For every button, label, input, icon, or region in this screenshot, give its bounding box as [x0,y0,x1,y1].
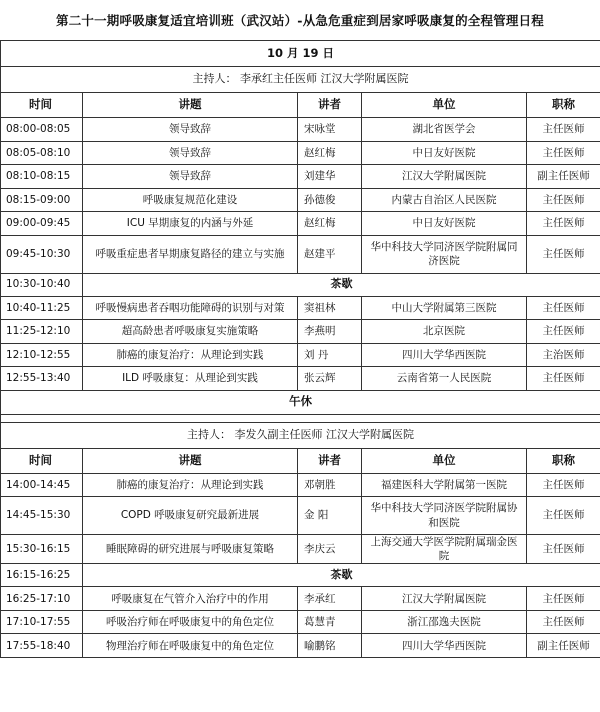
row-time: 10:40-11:25 [1,296,83,320]
row-topic: 呼吸康复规范化建设 [83,188,298,212]
row-unit: 中日友好医院 [362,141,527,165]
row-unit: 福建医科大学附属第一医院 [362,473,527,497]
table-row [1,473,600,497]
tea-break-row [1,273,600,296]
row-topic: 睡眠障碍的研究进展与呼吸康复策略 [83,535,298,564]
row-unit: 湖北省医学会 [362,118,527,142]
header-time: 时间 [1,448,83,473]
row-time: 12:10-12:55 [1,343,83,367]
row-speaker: 赵红梅 [298,212,362,236]
header-speaker: 讲者 [298,448,362,473]
schedule-table [0,40,600,658]
table-row [1,634,600,658]
row-time: 08:05-08:10 [1,141,83,165]
break-label: 茶歇 [83,564,600,587]
row-rank: 主任医师 [527,610,600,634]
table-row [1,118,600,142]
table-row [1,188,600,212]
row-unit: 内蒙古自治区人民医院 [362,188,527,212]
afternoon-host: 主持人： 李发久副主任医师 江汉大学附属医院 [1,422,600,448]
row-rank: 主任医师 [527,497,600,535]
row-topic: 呼吸重症患者早期康复路径的建立与实施 [83,235,298,273]
row-unit: 中山大学附属第三医院 [362,296,527,320]
row-topic: ILD 呼吸康复：从理论到实践 [83,367,298,391]
row-speaker: 李承红 [298,587,362,611]
row-rank: 主任医师 [527,235,600,273]
afternoon-host-row [1,422,600,448]
row-speaker: 邓朝胜 [298,473,362,497]
row-unit: 上海交通大学医学院附属瑞金医院 [362,535,527,564]
row-time: 12:55-13:40 [1,367,83,391]
row-speaker: 金 阳 [298,497,362,535]
table-row [1,212,600,236]
row-topic: 领导致辞 [83,141,298,165]
table-row [1,141,600,165]
row-rank: 主任医师 [527,118,600,142]
row-topic: COPD 呼吸康复研究最新进展 [83,497,298,535]
row-time: 08:10-08:15 [1,165,83,189]
row-time: 14:45-15:30 [1,497,83,535]
header-time: 时间 [1,93,83,118]
afternoon-header-row [1,448,600,473]
table-row [1,320,600,344]
tea-break-row [1,564,600,587]
row-unit: 江汉大学附属医院 [362,587,527,611]
row-topic: 物理治疗师在呼吸康复中的角色定位 [83,634,298,658]
row-unit: 中日友好医院 [362,212,527,236]
table-row [1,296,600,320]
row-speaker: 刘建华 [298,165,362,189]
table-row [1,367,600,391]
row-speaker: 张云辉 [298,367,362,391]
spacer-cell [1,414,600,422]
table-row [1,535,600,564]
break-label: 茶歇 [83,273,600,296]
row-topic: 领导致辞 [83,165,298,189]
spacer-row [1,414,600,422]
row-topic: 呼吸慢病患者吞咽功能障碍的识别与对策 [83,296,298,320]
row-topic: 呼吸康复在气管介入治疗中的作用 [83,587,298,611]
row-speaker: 喻鹏铭 [298,634,362,658]
row-rank: 主任医师 [527,141,600,165]
row-topic: 超高龄患者呼吸康复实施策略 [83,320,298,344]
row-time: 11:25-12:10 [1,320,83,344]
row-rank: 主治医师 [527,343,600,367]
row-rank: 主任医师 [527,296,600,320]
break-time: 16:15-16:25 [1,564,83,587]
header-topic: 讲题 [83,93,298,118]
row-rank: 主任医师 [527,212,600,236]
row-unit: 浙江邵逸夫医院 [362,610,527,634]
morning-host-row [1,67,600,93]
row-time: 08:15-09:00 [1,188,83,212]
table-row [1,497,600,535]
row-rank: 副主任医师 [527,634,600,658]
table-row [1,587,600,611]
table-row [1,165,600,189]
row-topic: 肺癌的康复治疗：从理论到实践 [83,473,298,497]
header-unit: 单位 [362,93,527,118]
row-time: 16:25-17:10 [1,587,83,611]
row-rank: 主任医师 [527,535,600,564]
table-row [1,343,600,367]
row-unit: 北京医院 [362,320,527,344]
header-unit: 单位 [362,448,527,473]
date-row [1,41,600,67]
morning-header-row [1,93,600,118]
row-time: 08:00-08:05 [1,118,83,142]
row-speaker: 孙德俊 [298,188,362,212]
row-rank: 主任医师 [527,473,600,497]
row-time: 17:10-17:55 [1,610,83,634]
row-time: 09:00-09:45 [1,212,83,236]
row-time: 14:00-14:45 [1,473,83,497]
row-rank: 副主任医师 [527,165,600,189]
date-label: 10 月 19 日 [1,41,600,67]
header-topic: 讲题 [83,448,298,473]
lunch-label: 午休 [1,390,600,414]
row-topic: 肺癌的康复治疗：从理论到实践 [83,343,298,367]
row-speaker: 李燕明 [298,320,362,344]
row-topic: 领导致辞 [83,118,298,142]
row-unit: 华中科技大学同济医学院附属同济医院 [362,235,527,273]
table-row [1,235,600,273]
row-rank: 主任医师 [527,367,600,391]
header-rank: 职称 [527,448,600,473]
header-rank: 职称 [527,93,600,118]
row-rank: 主任医师 [527,188,600,212]
row-time: 09:45-10:30 [1,235,83,273]
break-time: 10:30-10:40 [1,273,83,296]
row-time: 15:30-16:15 [1,535,83,564]
row-unit: 四川大学华西医院 [362,634,527,658]
row-time: 17:55-18:40 [1,634,83,658]
page-title: 第二十一期呼吸康复适宜培训班（武汉站）-从急危重症到居家呼吸康复的全程管理日程 [56,13,544,28]
row-speaker: 李庆云 [298,535,362,564]
row-speaker: 窦祖林 [298,296,362,320]
row-topic: 呼吸治疗师在呼吸康复中的角色定位 [83,610,298,634]
row-rank: 主任医师 [527,320,600,344]
row-speaker: 葛慧青 [298,610,362,634]
lunch-row [1,390,600,414]
table-row [1,610,600,634]
row-topic: ICU 早期康复的内涵与外延 [83,212,298,236]
row-unit: 江汉大学附属医院 [362,165,527,189]
row-speaker: 刘 丹 [298,343,362,367]
row-unit: 四川大学华西医院 [362,343,527,367]
row-rank: 主任医师 [527,587,600,611]
row-unit: 云南省第一人民医院 [362,367,527,391]
row-unit: 华中科技大学同济医学院附属协和医院 [362,497,527,535]
header-speaker: 讲者 [298,93,362,118]
row-speaker: 宋咏堂 [298,118,362,142]
morning-host: 主持人： 李承红主任医师 江汉大学附属医院 [1,67,600,93]
row-speaker: 赵建平 [298,235,362,273]
row-speaker: 赵红梅 [298,141,362,165]
